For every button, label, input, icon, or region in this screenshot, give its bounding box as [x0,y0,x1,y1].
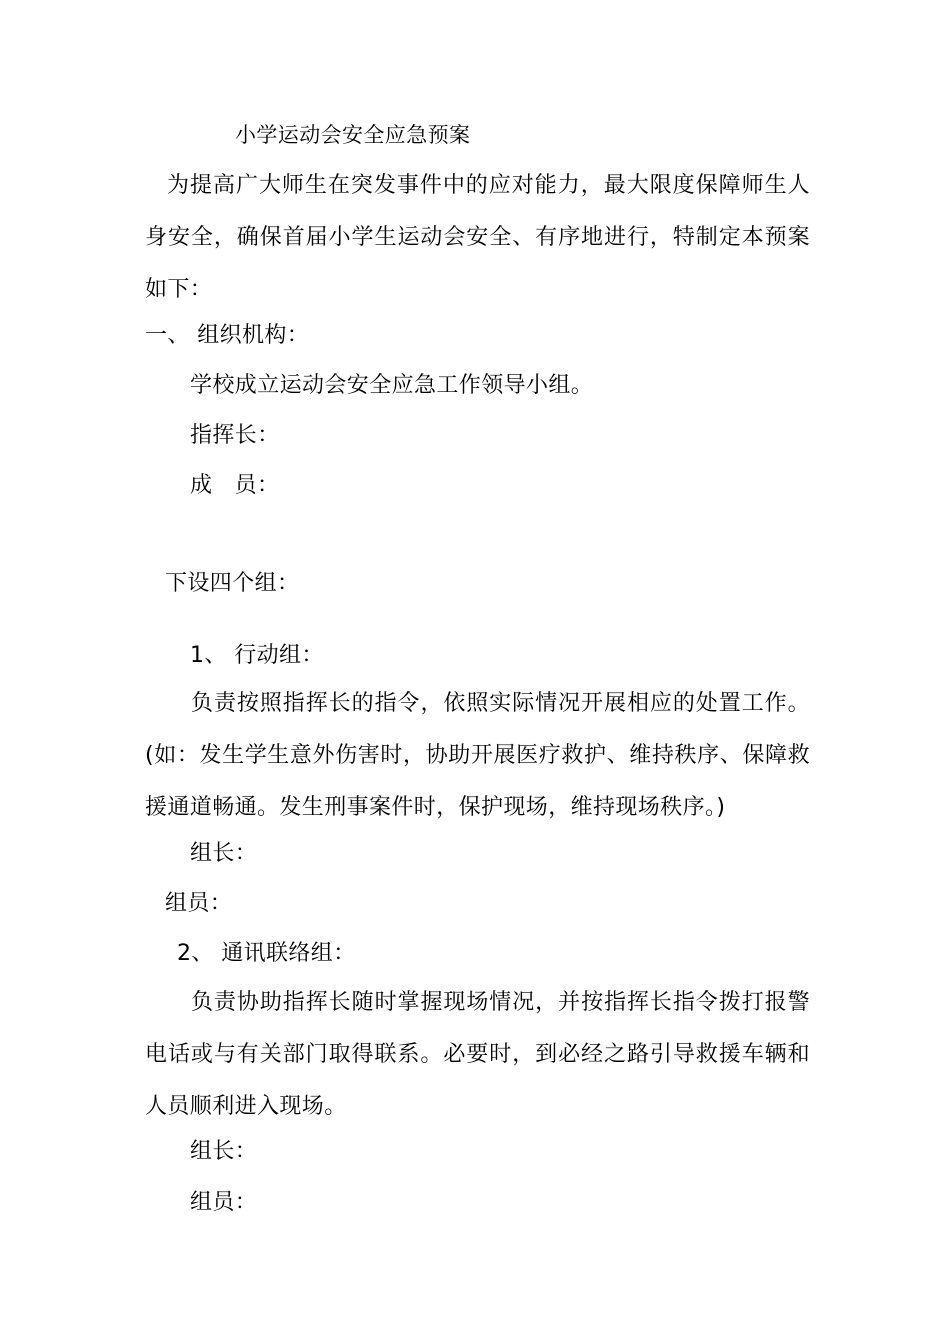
document-title: 小学运动会安全应急预案 [235,123,471,147]
intro-paragraph: 为提高广大师生在突发事件中的应对能力，最大限度保障师生人身安全，确保首届小学生运动会安全、有序地进行，特制定本预案如下： [145,173,810,302]
members-label: 成 员： [190,473,280,498]
section1-heading: 一、 组织机构： [145,323,310,348]
commander-label: 指挥长： [190,423,280,448]
section1-line1: 学校成立运动会安全应急工作领导小组。 [190,373,594,398]
subgroups-intro: 下设四个组： [165,571,300,596]
group1-member: 组员： [165,891,233,916]
group2-duty: 负责协助指挥长随时掌握现场情况，并按指挥长指令拨打报警电话或与有关部门取得联系。必要时，到必经之路引导救援车辆和人员顺利进入现场。 [145,990,810,1119]
group1-heading: 1、 行动组： [190,643,324,668]
group1-duty: 负责按照指挥长的指令，依照实际情况开展相应的处置工作。(如：发生学生意外伤害时，协助开展医疗救护、维持秩序、保障救援通道畅通。发生刑事案件时，保护现场，维持现场秩序。) [145,691,810,820]
group1-leader: 组长： [190,841,258,866]
group2-leader: 组长： [190,1139,258,1164]
group2-member: 组员： [190,1190,258,1215]
group2-heading: 2、 通讯联络组： [177,941,356,966]
